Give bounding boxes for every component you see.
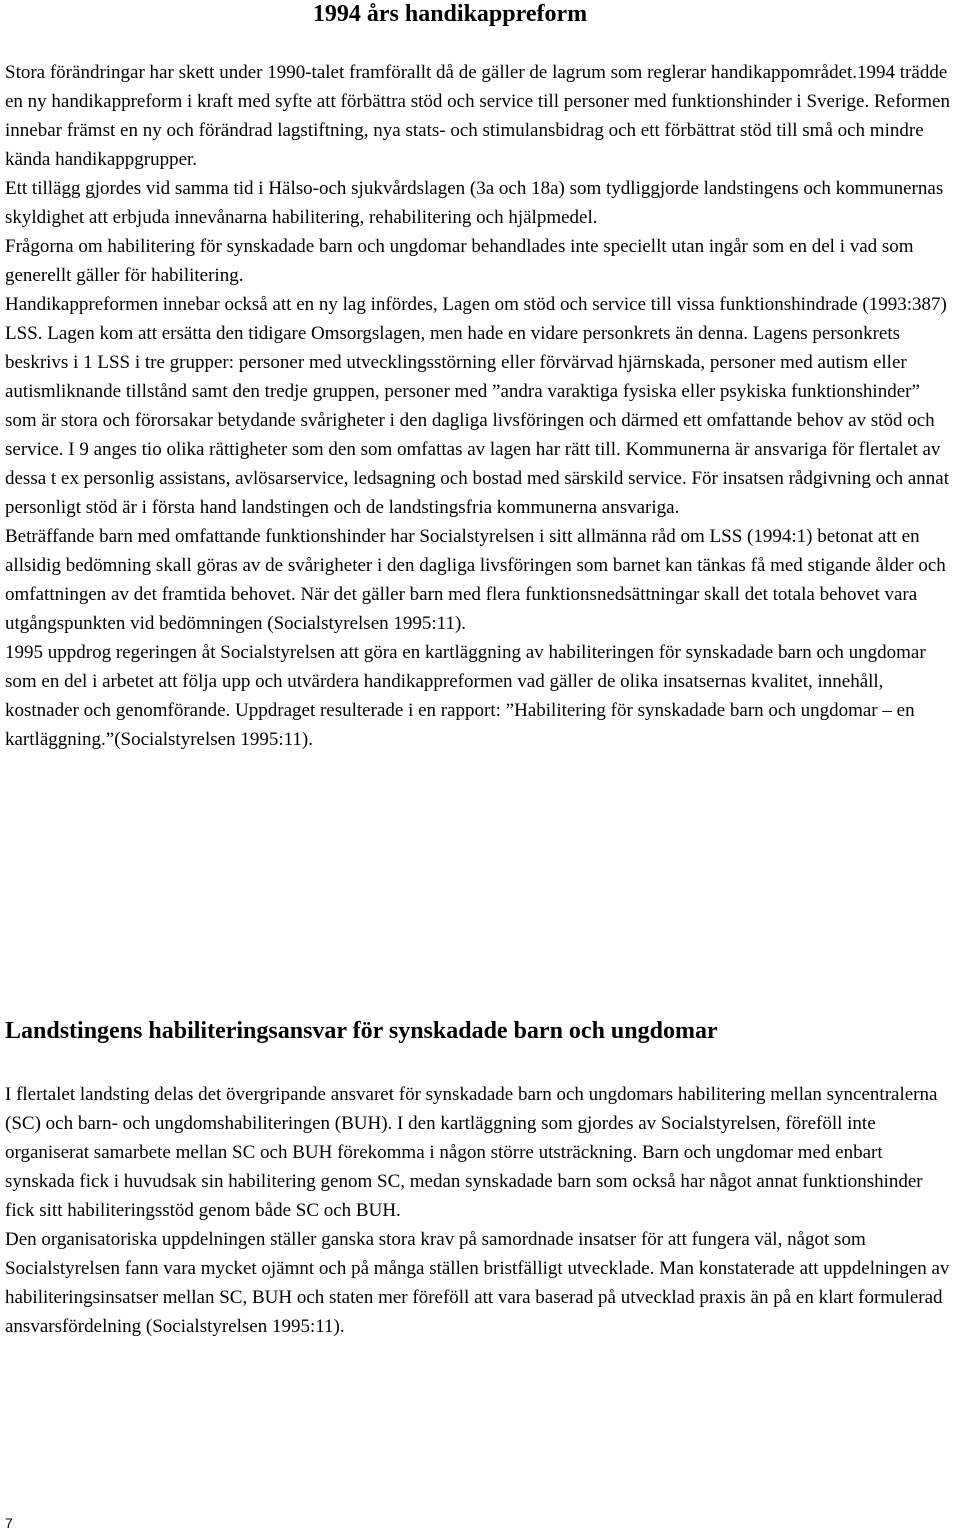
paragraph: I flertalet landsting delas det övergripande ansvaret för synskadade barn och ungdomars habilitering mellan syncentralerna (SC) och barn- och ungdomshabiliteringen (BUH). I den kartläggning som gjordes av Socialstyrelsen, föreföll inte organiserat samarbete mellan SC och BUH förekomma i någon större utsträckning. Barn och ungdomar med enbart synskada fick i huvudsak sin habilitering genom SC, medan synskadade barn som också har något annat funktionshinder fick sitt habiliteringsstöd genom både SC och BUH. — [5, 1084, 938, 1221]
landsting-section — [5, 1080, 955, 1341]
paragraph: Frågorna om habilitering för synskadade barn och ungdomar behandlades inte speciellt utan ingår som en del i vad som generellt gäller för habilitering. — [5, 236, 914, 286]
paragraph: Beträffande barn med omfattande funktionshinder har Socialstyrelsen i sitt allmänna råd om LSS (1994:1) betonat att en allsidig bedömning skall göras av de svårigheter i den dagliga livsföringen som barnet kan tänkas få med stigande ålder och omfattningen av det framtida behovet. När det gäller barn med flera funktionsnedsättningar skall det totala behovet vara utgångspunkten vid bedömningen (Socialstyrelsen 1995:11). — [5, 526, 946, 634]
page-title: 1994 års handikappreform — [312, 1, 588, 27]
section-heading: Landstingens habiliteringsansvar för synskadade barn och ungdomar — [5, 1018, 718, 1044]
paragraph: Handikappreformen innebar också att en ny lag infördes, Lagen om stöd och service till vissa funktionshindrade (1993:387) LSS. Lagen kom att ersätta den tidigare Omsorgslagen, men hade en vidare personkrets än denna. Lagens personkrets beskrivs i 1 LSS i tre grupper: personer med utvecklingsstörning eller förvärvad hjärnskada, personer med autism eller autismliknande tillstånd samt den tredje gruppen, personer med ”andra varaktiga fysiska eller psykiska funktionshinder” som är stora och förorsakar betydande svårigheter i den dagliga livsföringen och därmed ett omfattande behov av stöd och service. I 9 anges tio olika rättigheter som den som omfattas av lagen har rätt till. Kommunerna är ansvariga för flertalet av dessa t ex personlig assistans, avlösarservice, ledsagning och bostad med särskild service. För insatsen rådgivning och annat personligt stöd är i första hand landstingen och de landstingsfria kommunerna ansvariga. — [5, 294, 949, 518]
paragraph: 1995 uppdrog regeringen åt Socialstyrelsen att göra en kartläggning av habiliteringen för synskadade barn och ungdomar som en del i arbetet att följa upp och utvärdera handikappreformen vad gäller de olika insatsernas kvalitet, innehåll, kostnader och genomförande. Uppdraget resulterade i en rapport: ”Habilitering för synskadade barn och ungdomar – en kartläggning.”(Socialstyrelsen 1995:11). — [5, 642, 926, 750]
page-number: 7 — [5, 1515, 13, 1531]
paragraph: Den organisatoriska uppdelningen ställer ganska stora krav på samordnade insatser för att fungera väl, något som Socialstyrelsen fann vara mycket ojämnt och på många ställen bristfälligt utvecklade. Man konstaterade att uppdelningen av habiliteringsinsatser mellan SC, BUH och staten mer föreföll att vara baserad på utvecklad praxis än på en klart formulerad ansvarsfördelning (Socialstyrelsen 1995:11). — [5, 1229, 950, 1337]
paragraph: Stora förändringar har skett under 1990-talet framförallt då de gäller de lagrum som reglerar handikappområdet.1994 trädde en ny handikappreform i kraft med syfte att förbättra stöd och service till personer med funktionshinder i Sverige. Reformen innebar främst en ny och förändrad lagstiftning, nya stats- och stimulansbidrag och ett förbättrat stöd till små och mindre kända handikappgrupper. — [5, 62, 950, 170]
reform-section — [5, 58, 955, 754]
paragraph: Ett tillägg gjordes vid samma tid i Hälso-och sjukvårdslagen (3a och 18a) som tydliggjorde landstingens och kommunernas skyldighet att erbjuda innevånarna habilitering, rehabilitering och hjälpmedel. — [5, 178, 944, 228]
